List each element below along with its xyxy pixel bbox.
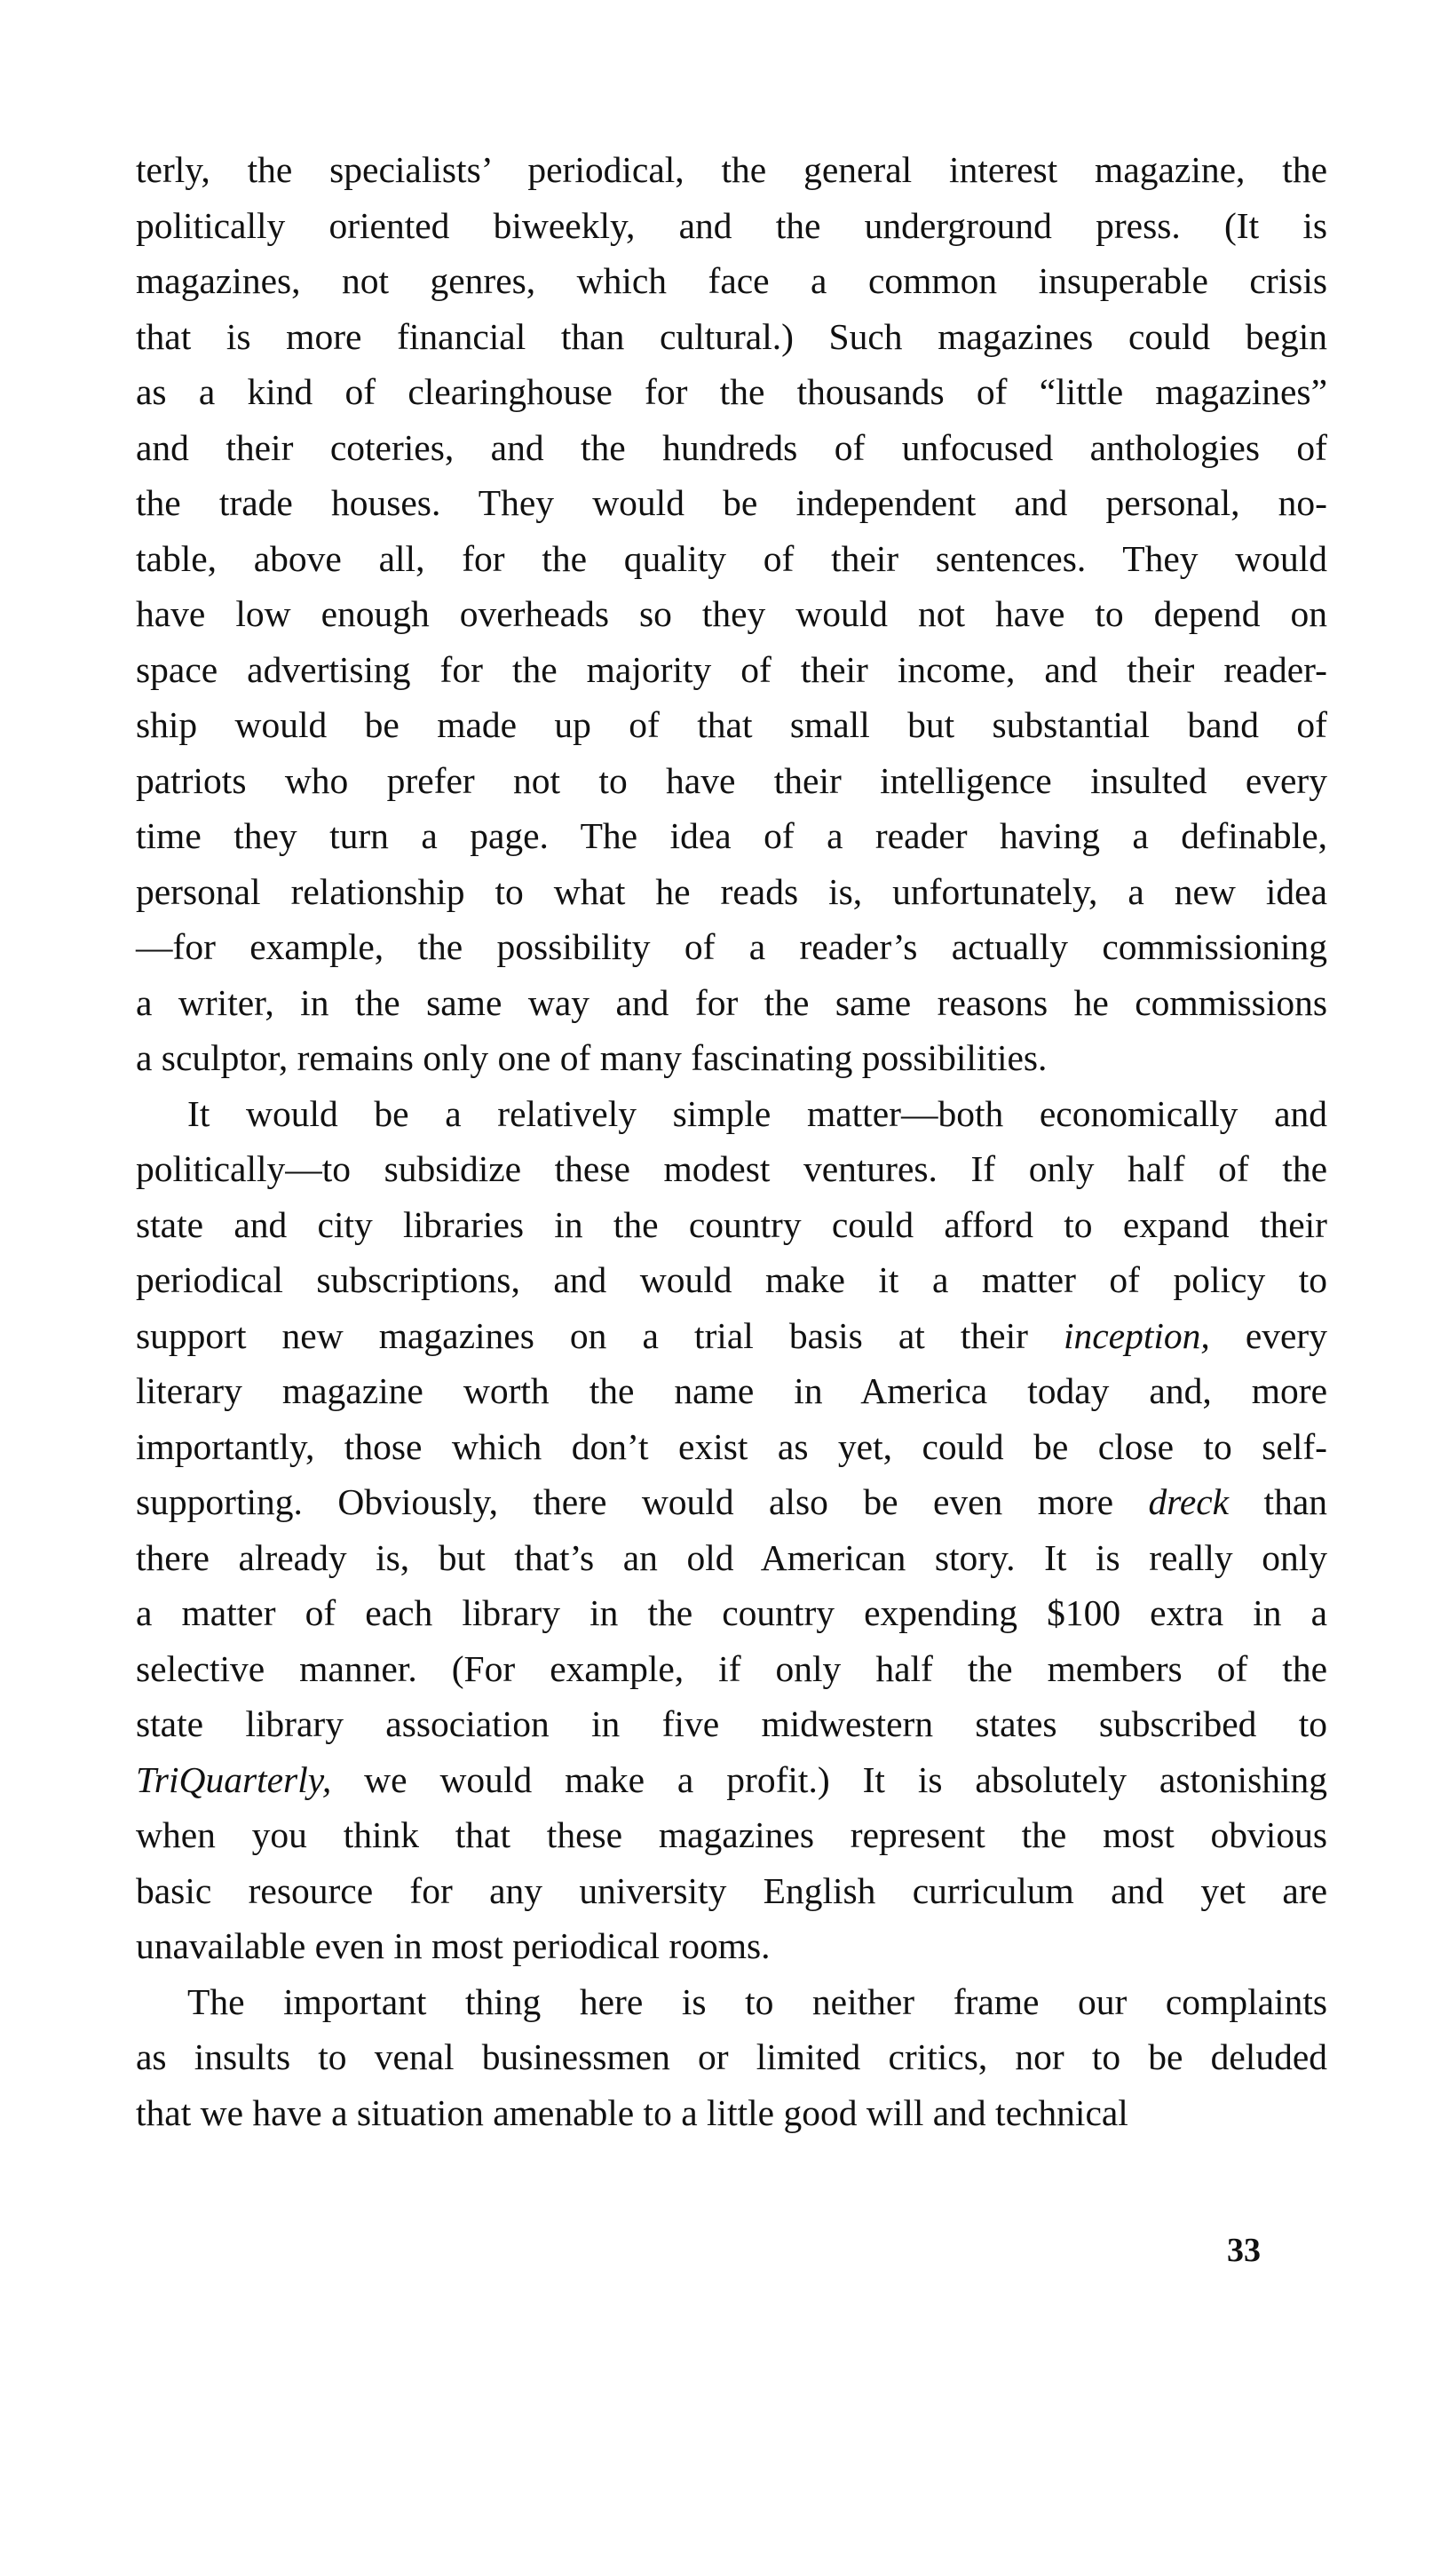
text-line	[136, 1474, 1327, 1530]
text-line	[136, 142, 1327, 198]
text-line	[136, 808, 1327, 864]
text-segment: personal relationship to what he reads is, unfortunately, a new idea	[136, 870, 1327, 912]
text-segment: space advertising for the majority of their income, and their reader-	[136, 648, 1327, 690]
text-line	[136, 864, 1327, 920]
body-text	[136, 142, 1327, 2140]
text-line	[136, 1086, 1327, 1142]
text-line	[136, 1419, 1327, 1475]
page-number: 33	[1227, 2232, 1261, 2269]
text-line	[136, 253, 1327, 309]
text-line	[136, 2085, 1327, 2141]
text-segment: politically—to subsidize these modest ventures. If only half of the	[136, 1148, 1327, 1189]
text-line	[136, 1363, 1327, 1419]
text-segment: basic resource for any university English curriculum and yet are	[136, 1869, 1327, 1911]
text-line	[136, 1752, 1327, 1808]
text-line	[136, 1252, 1327, 1308]
text-segment: every	[1209, 1314, 1327, 1356]
text-segment: periodical subscriptions, and would make it a matter of policy to	[136, 1259, 1327, 1300]
text-line	[136, 1141, 1327, 1197]
text-line	[136, 2029, 1327, 2085]
text-line	[136, 1807, 1327, 1863]
text-segment: and their coteries, and the hundreds of unfocused anthologies of	[136, 426, 1327, 468]
text-segment: patriots who prefer not to have their intelligence insulted every	[136, 759, 1327, 801]
text-line	[136, 475, 1327, 531]
text-segment: a matter of each library in the country expending $100 extra in a	[136, 1592, 1327, 1633]
text-line	[136, 1696, 1327, 1752]
text-line	[136, 1918, 1327, 1974]
text-line	[136, 1030, 1327, 1086]
text-segment: The important thing here is to neither frame our complaints	[187, 1980, 1327, 2022]
text-segment: It would be a relatively simple matter—both economically and	[187, 1092, 1327, 1134]
text-line	[136, 975, 1327, 1031]
text-segment: we would make a profit.) It is absolutely astonishing	[331, 1758, 1327, 1800]
text-line	[136, 697, 1327, 753]
text-segment: as a kind of clearinghouse for the thousands of “little magazines”	[136, 371, 1327, 412]
text-line	[136, 531, 1327, 587]
text-segment: ship would be made up of that small but substantial band of	[136, 704, 1327, 745]
text-line	[136, 198, 1327, 254]
text-line	[136, 753, 1327, 809]
text-segment: politically oriented biweekly, and the underground press. (It is	[136, 204, 1327, 246]
text-segment: have low enough overheads so they would not have to depend on	[136, 593, 1327, 634]
text-line	[136, 586, 1327, 642]
text-segment: time they turn a page. The idea of a reader having a definable,	[136, 815, 1327, 856]
text-segment: than	[1229, 1481, 1327, 1522]
text-segment: state and city libraries in the country could afford to expand their	[136, 1203, 1327, 1245]
text-line	[136, 1308, 1327, 1364]
text-segment: importantly, those which don’t exist as yet, could be close to self-	[136, 1425, 1327, 1467]
text-segment: supporting. Obviously, there would also be even more	[136, 1481, 1149, 1522]
text-segment: state library association in five midwestern states subscribed to	[136, 1703, 1327, 1744]
text-segment: a writer, in the same way and for the same reasons he commissions	[136, 981, 1327, 1023]
text-segment: literary magazine worth the name in America today and, more	[136, 1370, 1327, 1411]
text-line	[136, 1197, 1327, 1253]
text-segment: support new magazines on a trial basis at their	[136, 1314, 1064, 1356]
text-segment: selective manner. (For example, if only half the members of the	[136, 1647, 1327, 1689]
text-segment: unavailable even in most periodical rooms.	[136, 1925, 771, 1966]
text-line	[136, 1974, 1327, 2030]
text-segment: a sculptor, remains only one of many fascinating possibilities.	[136, 1037, 1048, 1078]
text-line	[136, 309, 1327, 365]
italic-text: dreck	[1148, 1481, 1230, 1522]
text-line	[136, 642, 1327, 698]
text-segment: as insults to venal businessmen or limited critics, nor to be deluded	[136, 2036, 1327, 2077]
italic-text: TriQuarterly,	[136, 1758, 332, 1800]
text-segment: the trade houses. They would be independent and personal, no-	[136, 482, 1327, 523]
text-line	[136, 919, 1327, 975]
italic-text: inception,	[1063, 1314, 1210, 1356]
text-line	[136, 1641, 1327, 1697]
text-line	[136, 364, 1327, 420]
text-line	[136, 1863, 1327, 1919]
text-segment: —for example, the possibility of a reader’s actually commissioning	[136, 926, 1327, 967]
text-line	[136, 420, 1327, 476]
text-segment: table, above all, for the quality of their sentences. They would	[136, 537, 1327, 579]
text-segment: when you think that these magazines represent the most obvious	[136, 1814, 1327, 1855]
text-segment: there already is, but that’s an old American story. It is really only	[136, 1536, 1327, 1578]
text-line	[136, 1585, 1327, 1641]
text-segment: that we have a situation amenable to a little good will and technical	[136, 2091, 1128, 2133]
text-segment: magazines, not genres, which face a common insuperable crisis	[136, 260, 1327, 301]
text-line	[136, 1530, 1327, 1586]
text-segment: that is more financial than cultural.) Such magazines could begin	[136, 315, 1327, 357]
text-segment: terly, the specialists’ periodical, the general interest magazine, the	[136, 149, 1327, 190]
